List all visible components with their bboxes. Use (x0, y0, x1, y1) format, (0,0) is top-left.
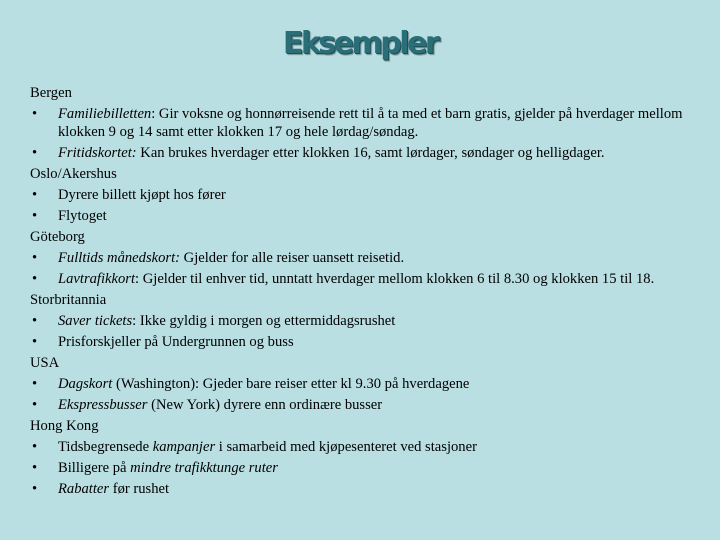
bullet-item (30, 333, 700, 351)
bullet-text: : Ikke gyldig i morgen og ettermiddagsrushet (132, 313, 396, 329)
bullet-text: i samarbeid med kjøpesenteret ved stasjoner (215, 439, 477, 455)
bullet-icon: • (32, 250, 38, 266)
bullet-icon: • (32, 334, 38, 350)
bullet-text: Dyrere billett kjøpt hos fører (58, 187, 226, 203)
section-heading: Oslo/Akershus (30, 166, 117, 182)
bullet-item (30, 312, 700, 330)
bullet-text: (Washington): Gjeder bare reiser etter kl 9.30 på hverdagene (112, 376, 470, 392)
bullet-emphasis: kampanjer (152, 439, 216, 455)
section-heading: Göteborg (30, 229, 85, 245)
bullet-emphasis: Rabatter (58, 481, 110, 497)
bullet-icon: • (32, 106, 38, 122)
bullet-text: Kan brukes hverdager etter klokken 16, samt lørdager, søndager og helligdager. (136, 145, 605, 161)
slide-content (30, 84, 700, 501)
bullet-emphasis: Lavtrafikkort (58, 271, 136, 287)
bullet-emphasis: Familiebilletten (58, 106, 152, 122)
bullet-icon: • (32, 271, 38, 287)
bullet-emphasis: Saver tickets (58, 313, 133, 329)
bullet-item (30, 270, 700, 288)
bullet-text: Prisforskjeller på Undergrunnen og buss (58, 334, 294, 350)
bullet-icon: • (32, 397, 38, 413)
bullet-text: Flytoget (58, 208, 107, 224)
bullet-item (30, 249, 700, 267)
bullet-text: : Gir voksne og honnørreisende rett til å ta med et barn gratis, gjelder på hverdager mellom klokken 9 og 14 samt etter klokken 17 og hele lørdag/søndag. (58, 106, 683, 140)
bullet-text: : Gjelder til enhver tid, unntatt hverdager mellom klokken 6 til 8.30 og klokken 15 til 18. (135, 271, 655, 287)
bullet-icon: • (32, 187, 38, 203)
bullet-text: Billigere på (58, 460, 131, 476)
bullet-icon: • (32, 481, 38, 497)
bullet-icon: • (32, 376, 38, 392)
section-heading: Storbritannia (30, 292, 107, 308)
bullet-item (30, 396, 700, 414)
bullet-text: før rushet (109, 481, 170, 497)
bullet-item (30, 459, 700, 477)
bullet-item (30, 105, 700, 141)
bullet-item (30, 144, 700, 162)
bullet-emphasis: Dagskort (58, 376, 113, 392)
bullet-item (30, 438, 700, 456)
bullet-icon: • (32, 208, 38, 224)
bullet-icon: • (32, 460, 38, 476)
bullet-icon: • (32, 313, 38, 329)
bullet-emphasis: Fulltids månedskort: (58, 250, 181, 266)
bullet-icon: • (32, 145, 38, 161)
bullet-emphasis: Ekspressbusser (58, 397, 148, 413)
bullet-item (30, 480, 700, 498)
bullet-text: Gjelder for alle reiser uansett reisetid. (180, 250, 405, 266)
section-heading: Hong Kong (30, 418, 99, 434)
bullet-item (30, 186, 700, 204)
bullet-text: (New York) dyrere enn ordinære busser (147, 397, 383, 413)
section-heading: Bergen (30, 85, 72, 101)
bullet-icon: • (32, 439, 38, 455)
section-heading: USA (30, 355, 60, 371)
bullet-emphasis: Fritidskortet: (58, 145, 137, 161)
bullet-text: Tidsbegrensede (58, 439, 153, 455)
slide-title: Eksempler (282, 26, 438, 61)
bullet-item (30, 207, 700, 225)
bullet-item (30, 375, 700, 393)
bullet-emphasis: mindre trafikktunge ruter (130, 460, 278, 476)
